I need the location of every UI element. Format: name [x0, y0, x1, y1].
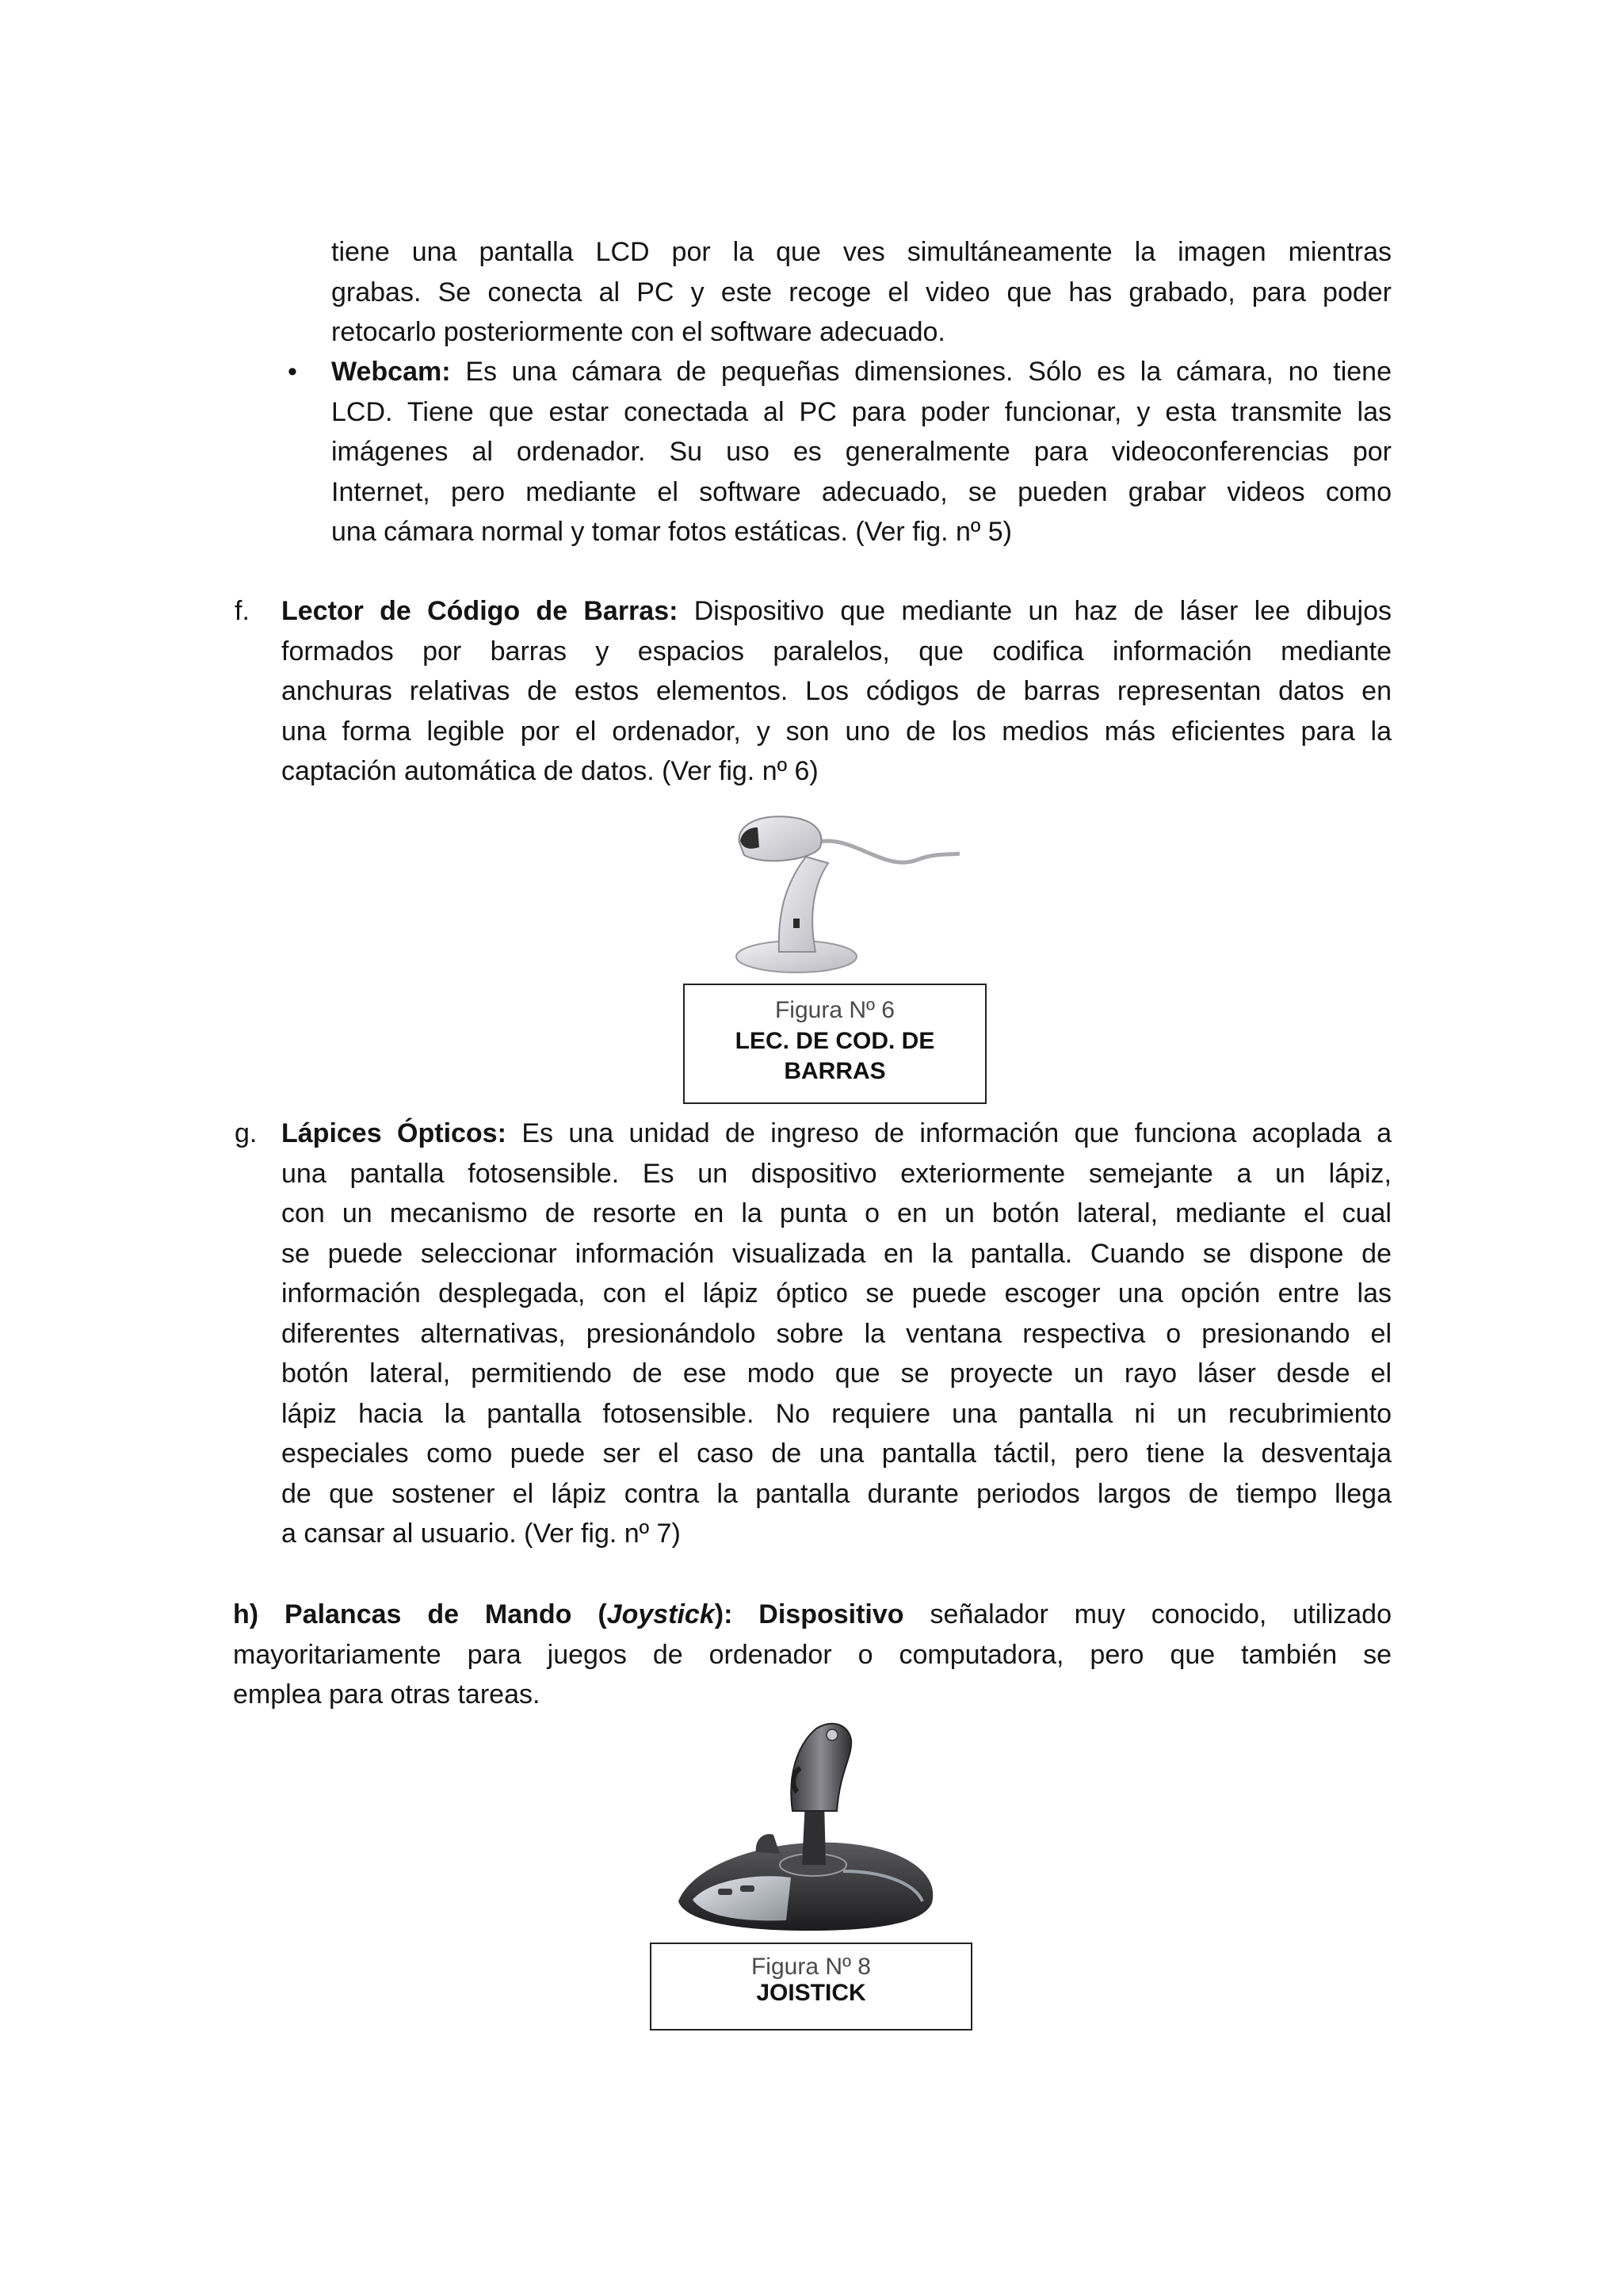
paragraph-line: lápiz hacia la pantalla fotosensible. No requiere una pantalla ni un recubrimiento	[281, 1398, 1392, 1429]
paragraph-line: retocarlo posteriormente con el software adecuado.	[331, 317, 945, 347]
scanner-cable	[815, 841, 960, 862]
figure-6-title-line: BARRAS	[784, 1058, 886, 1084]
paragraph-line: botón lateral, permitiendo de ese modo que se proyecte un rayo láser desde el	[281, 1358, 1392, 1389]
list-marker-f: f.	[235, 596, 250, 626]
joystick-base-button	[740, 1885, 754, 1892]
webcam-definition-start: Es una cámara de pequeñas dimensiones. Sólo es la cámara, no tiene	[465, 357, 1392, 387]
joystick-first-line	[233, 1595, 1392, 1635]
paragraph-line: una pantalla fotosensible. Es un dispositivo exteriormente semejante a un lápiz,	[281, 1158, 1392, 1189]
paragraph-line: imágenes al ordenador. Su uso es generalmente para videoconferencias por	[331, 437, 1392, 467]
paragraph-line: mayoritariamente para juegos de ordenador o computadora, pero que también se	[233, 1639, 1392, 1670]
webcam-term: Webcam:	[331, 357, 451, 387]
joystick-grip	[791, 1724, 851, 1811]
joystick-image	[645, 1713, 975, 1935]
light-pen-definition-start: Es una unidad de ingreso de información que funciona acoplada a	[521, 1118, 1392, 1148]
paragraph-line: una forma legible por el ordenador, y son uno de los medios más eficientes para la	[281, 716, 1392, 747]
figure-8-label: Figura Nº 8	[750, 1954, 871, 1980]
paragraph-line: anchuras relativas de estos elementos. Los códigos de barras representan datos en	[281, 676, 1392, 706]
paragraph-line: se puede seleccionar información visualizada en la pantalla. Cuando se dispone de	[281, 1238, 1392, 1269]
figure-6-title-line: LEC. DE COD. DE	[735, 1027, 935, 1054]
paragraph-line: emplea para otras tareas.	[233, 1679, 540, 1710]
paragraph-line: diferentes alternativas, presionándolo sobre la ventana respectiva o presionando el	[281, 1318, 1392, 1349]
paragraph-line: con un mecanismo de resorte en la punta o en un botón lateral, mediante el cual	[281, 1198, 1392, 1228]
barcode-reader-paragraph	[281, 591, 1392, 792]
webcam-list-item	[331, 352, 1392, 552]
joystick-paragraph	[233, 1595, 1392, 1715]
joystick-term-italic: Joystick	[606, 1599, 715, 1629]
list-marker-g: g.	[235, 1118, 258, 1148]
paragraph-line: grabas. Se conecta al PC y este recoge el video que has grabado, para poder	[331, 277, 1392, 308]
light-pen-paragraph	[281, 1114, 1392, 1554]
paragraph-line: información desplegada, con el lápiz óptico se puede escoger una opción entre las	[281, 1278, 1392, 1308]
joystick-term-start: h) Palancas de Mando (	[233, 1599, 607, 1629]
figure-6-label: Figura Nº 6	[774, 997, 895, 1023]
paragraph-line: especiales como puede ser el caso de una pantalla táctil, pero tiene la desventaja	[281, 1438, 1392, 1469]
paragraph-line: Internet, pero mediante el software adecuado, se pueden grabar videos como	[331, 476, 1392, 507]
figure-8-title: JOISTICK	[756, 1980, 866, 2006]
barcode-reader-definition-start: Dispositivo que mediante un haz de láser lee dibujos	[693, 596, 1392, 626]
paragraph-line: captación automática de datos. (Ver fig. nº 6)	[281, 756, 819, 786]
figure-8-caption	[650, 1943, 972, 2030]
joystick-definition-start: señalador muy conocido, utilizado	[930, 1599, 1392, 1629]
light-pen-term: Lápices Ópticos:	[281, 1118, 506, 1148]
joystick-base-button	[718, 1889, 732, 1895]
continuation-paragraph	[331, 232, 1392, 353]
paragraph-line: a cansar al usuario. (Ver fig. nº 7)	[281, 1519, 681, 1549]
light-pen-first-line	[281, 1114, 1392, 1154]
paragraph-line: de que sostener el lápiz contra la pantalla durante periodos largos de tiempo llega	[281, 1478, 1392, 1509]
webcam-first-line	[331, 352, 1392, 392]
paragraph-line: LCD. Tiene que estar conectada al PC para poder funcionar, y esta transmite las	[331, 396, 1392, 427]
paragraph-line: una cámara normal y tomar fotos estáticas. (Ver fig. nº 5)	[331, 517, 1012, 547]
joystick-throttle	[756, 1834, 780, 1854]
paragraph-line: tiene una pantalla LCD por la que ves simultáneamente la imagen mientras	[331, 237, 1392, 267]
scanner-button	[793, 919, 800, 928]
paragraph-line: formados por barras y espacios paralelos, que codifica información mediante	[281, 636, 1392, 667]
barcode-reader-first-line	[281, 591, 1392, 632]
figure-6-caption	[683, 984, 987, 1104]
joystick-hat-switch	[827, 1729, 838, 1740]
barcode-scanner-image	[733, 811, 960, 975]
scanner-stand	[779, 857, 828, 952]
list-bullet: •	[288, 357, 297, 387]
joystick-term-end: ): Dispositivo	[714, 1599, 904, 1629]
barcode-reader-term: Lector de Código de Barras:	[281, 596, 678, 626]
